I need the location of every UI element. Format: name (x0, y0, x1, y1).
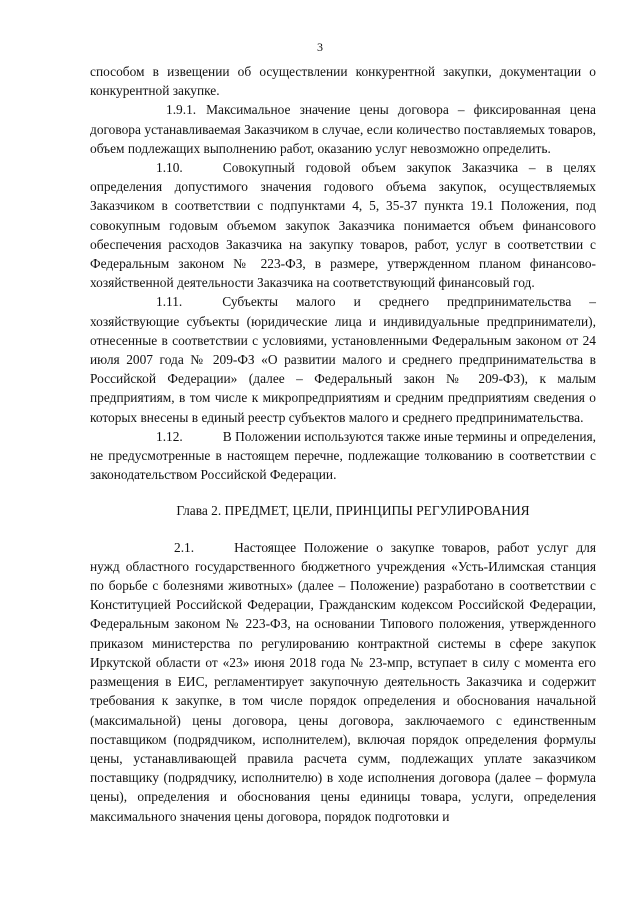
paragraph-number: 1.12. (156, 428, 183, 444)
document-body (90, 62, 596, 826)
chapter-heading: Глава 2. ПРЕДМЕТ, ЦЕЛИ, ПРИНЦИПЫ РЕГУЛИРОВАНИЯ (176, 503, 530, 519)
paragraph-text: Максимальное значение цены договора – фиксированная цена договора устанавливаемая Заказчиком в случае, если количество поставляемых товаров, объем подлежащих выполнению работ, оказанию услуг невозможно определить. (90, 102, 596, 156)
paragraph-text: В Положении используются также иные термины и определения, не предусмотренные в настоящем перечне, подлежащие толкованию в соответствии с законодательством Российской Федерации. (90, 428, 596, 483)
paragraph-number: 1.11. (156, 294, 183, 310)
paragraph-1-11 (90, 292, 596, 426)
paragraph-number: 1.10. (156, 160, 183, 176)
page-number: 3 (317, 40, 323, 54)
paragraph-1-10 (90, 158, 596, 292)
paragraph-2-1 (90, 538, 596, 826)
paragraph-1-12 (90, 427, 596, 485)
paragraph-text: Субъекты малого и среднего предпринимательства – хозяйствующие субъекты (юридические лица и индивидуальные предприниматели), отнесенные в соответствии с условиями, установленными Федеральным законом от 24 июля 2007 года № 209-ФЗ «О развитии малого и среднего предпринимательства в Российской Федерации» (далее – Федеральный закон № 209-ФЗ), к малым предприятиям, в том числе к микропредприятиям и средним предприятиям сведения о которых внесены в единый реестр субъектов малого и среднего предпринимательства. (90, 294, 596, 425)
paragraph-number: 2.1. (174, 539, 195, 555)
paragraph-text: Совокупный годовой объем закупок Заказчика – в целях определения допустимого значения годового объема закупок, осуществляемых Заказчиком в соответствии с подпунктами 4, 5, 35-37 пункта 19.1 Положения, под совокупным годовым объемом закупок Заказчика понимается объем финансового обеспечения расходов Заказчика на закупку товаров, работ, услуг в соответствии с Федеральным законом № 223-ФЗ, в размере, утвержденном планом финансово-хозяйственной деятельности Заказчика на соответствующий финансовый год. (90, 160, 596, 291)
paragraph-text: Настоящее Положение о закупке товаров, работ услуг для нужд областного государственного бюджетного учреждения «Усть-Илимская станция по борьбе с болезнями животных» (далее – Положение) разработано в соответствии с Конституцией Российской Федерации, Гражданским кодексом Российской Федерации, Федеральным законом № 223-ФЗ, на основании Типового положения, утвержденного приказом министерства по регулированию контрактной системы в сфере закупок Иркутской области от «23» июня 2018 года № 23-мпр, вступает в силу с момента его размещения в ЕИС, регламентирует закупочную деятельность Заказчика и содержит требования к закупке, в том числе порядок определения и обоснования начальной (максимальной) цены договора, цены договора, заключаемого с единственным поставщиком (подрядчиком, исполнителем), включая порядок определения формулы цены, устанавливающей правила расчета сумм, подлежащих уплате заказчиком поставщику (подрядчику, исполнителю) в ходе исполнения договора (далее – формула цены), определения и обоснования цены единицы товара, услуги, определения максимального значения цены договора, порядок подготовки и (90, 539, 596, 824)
paragraph-continuation: способом в извещении об осуществлении конкурентной закупки, документации о конкурентной закупке. (90, 64, 596, 99)
paragraph-number: 1.9.1. (166, 102, 197, 118)
paragraph-1-9-1 (90, 100, 596, 158)
